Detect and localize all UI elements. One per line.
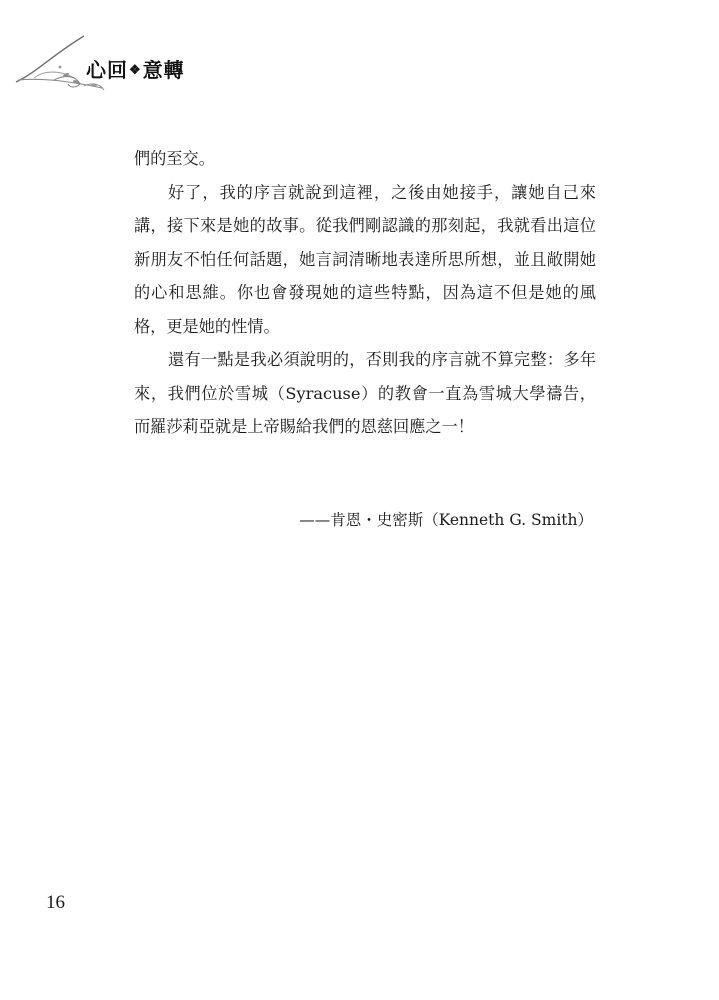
paragraph-handover: 好了，我的序言就說到這裡，之後由她接手，讓她自己來講，接下來是她的故事。從我們剛認識的那刻起，我就看出這位新朋友不怕任何話題，她言詞清晰地表達所思所想，並且敞開她的心和思維。你也會發現她的這些特點，因為這不但是她的風格，更是她的性情。 xyxy=(134,182,596,336)
paragraph-continuation: 們的至交。 xyxy=(134,149,215,168)
header-title xyxy=(86,54,185,83)
paragraph-closing: 還有一點是我必須說明的，否則我的序言就不算完整：多年來，我們位於雪城（Syracuse）的教會一直為雪城大學禱告，而羅莎莉亞就是上帝賜給我們的恩慈回應之一！ xyxy=(134,350,596,436)
author-signature: ——肯恩・史密斯（Kenneth G. Smith） xyxy=(299,511,593,529)
header-title-part2: 意轉 xyxy=(142,58,185,82)
header-title-part1: 心回 xyxy=(86,58,128,82)
diamond-ornament-icon: ❖ xyxy=(129,63,142,78)
body-text xyxy=(134,142,596,444)
page-number: 16 xyxy=(46,892,65,913)
